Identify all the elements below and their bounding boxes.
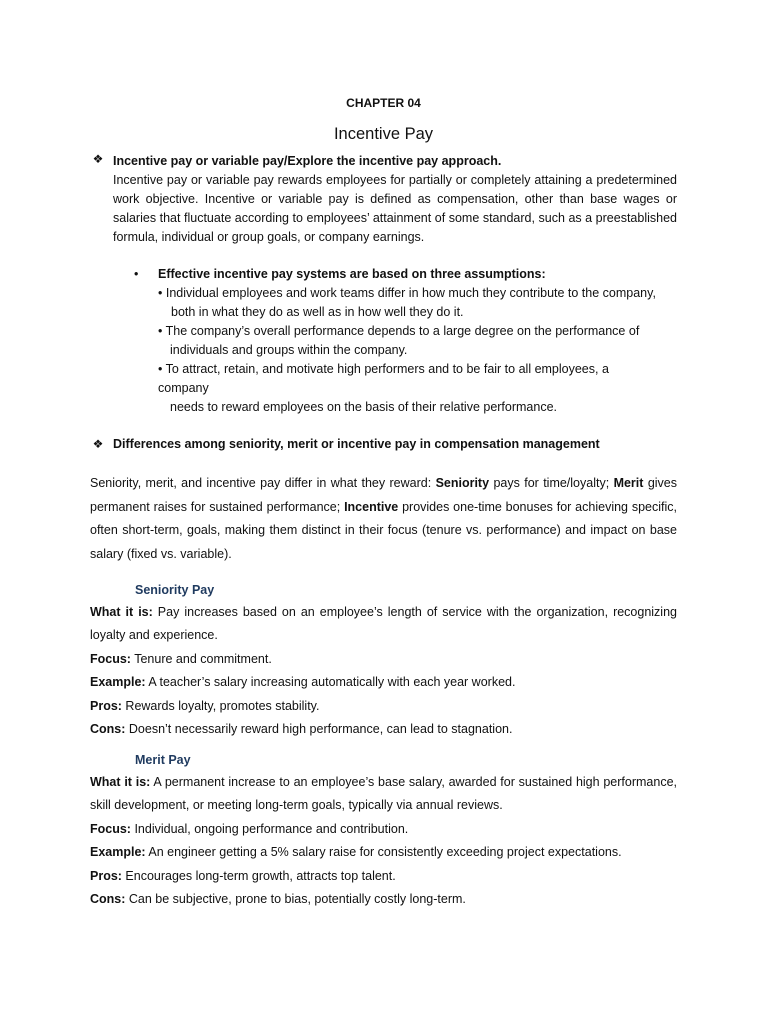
assumption-item-continued: individuals and groups within the company. (170, 343, 408, 357)
merit-focus (90, 818, 677, 842)
diamond-bullet-icon: ❖ (92, 152, 104, 166)
field-label: Pros: (90, 868, 122, 883)
field-value: Encourages long-term growth, attracts top talent. (121, 868, 396, 883)
field-value: Tenure and commitment. (130, 651, 272, 666)
document-body (90, 92, 677, 912)
field-label: Pros: (90, 698, 122, 713)
assumption-item: • The company’s overall performance depends to a large degree on the performance of (158, 324, 640, 338)
intro-text: pays for time/loyalty; (489, 476, 614, 490)
field-value: Can be subjective, prone to bias, potentially costly long-term. (125, 892, 466, 906)
field-value: Individual, ongoing performance and contribution. (130, 821, 409, 836)
intro-bold-term: Incentive (344, 499, 399, 514)
intro-bold-term: Seniority (435, 476, 490, 490)
field-label: What it is: (90, 774, 151, 789)
seniority-focus (90, 648, 677, 672)
field-value: A permanent increase to an employee’s base salary, awarded for sustained high performance, skill development, or meeting long-term goals, typically via annual reviews. (90, 774, 678, 812)
seniority-pros (90, 695, 677, 719)
section-heading: Differences among seniority, merit or incentive pay in compensation management (113, 437, 600, 451)
assumptions-list (134, 265, 677, 417)
field-label: Example: (90, 845, 146, 859)
assumption-item-continued: company (158, 381, 209, 395)
diamond-bullet-icon: ❖ (92, 437, 104, 451)
field-label: What it is: (90, 604, 153, 619)
seniority-example (90, 671, 677, 695)
intro-text: provides one-time bonuses for achieving specific, often short-term, goals, making them distinct in their focus (tenure vs. performance) and impact on base salary (fixed vs. variable). (90, 499, 677, 561)
field-label: Focus: (90, 821, 131, 836)
seniority-what (90, 601, 677, 648)
assumption-item-continued: both in what they do as well as in how well they do it. (171, 305, 464, 319)
assumptions-heading: Effective incentive pay systems are based on three assumptions: (158, 267, 546, 281)
bullet-dot-icon: • (134, 267, 139, 281)
merit-example (90, 841, 677, 865)
merit-pros (90, 865, 677, 889)
assumption-item: • To attract, retain, and motivate high performers and to be fair to all employees, a (158, 362, 609, 376)
assumption-item: • Individual employees and work teams differ in how much they contribute to the company, (158, 286, 656, 300)
section-differences (90, 435, 677, 454)
field-label: Example: (90, 675, 146, 689)
intro-bold-term: Merit (613, 476, 644, 490)
field-value: An engineer getting a 5% salary raise for consistently exceeding project expectations. (145, 845, 622, 859)
intro-text: gives permanent raises for sustained performance; (90, 476, 677, 514)
merit-pay-heading: Merit Pay (135, 752, 191, 767)
assumption-item-continued: needs to reward employees on the basis of their relative performance. (170, 400, 558, 414)
field-value: Rewards loyalty, promotes stability. (121, 698, 320, 713)
section-paragraph: Incentive pay or variable pay rewards employees for partially or completely attaining a predetermined work objective. Incentive or variable pay is defined as compensation, other than base wages or salaries that fluctuate according to employees’ attainment of some standard, such as a preestablished formula, individual or group goals, or company earnings. (113, 173, 677, 244)
section-incentive-pay (90, 152, 677, 247)
chapter-label: CHAPTER 04 (346, 96, 421, 110)
merit-what (90, 771, 677, 818)
merit-cons (90, 888, 677, 912)
page-title: Incentive Pay (333, 125, 434, 143)
field-label: Focus: (90, 651, 131, 666)
seniority-cons (90, 718, 677, 742)
field-label: Cons: (90, 892, 126, 906)
section-heading: Incentive pay or variable pay/Explore the incentive pay approach. (113, 154, 502, 168)
intro-text: Seniority, merit, and incentive pay differ in what they reward: (90, 476, 436, 490)
field-value: Doesn’t necessarily reward high performance, can lead to stagnation. (125, 722, 513, 736)
field-value: Pay increases based on an employee’s length of service with the organization, recognizing loyalty and experience. (90, 604, 677, 642)
intro-paragraph (90, 472, 677, 566)
field-value: A teacher’s salary increasing automatically with each year worked. (145, 675, 516, 689)
field-label: Cons: (90, 722, 126, 736)
seniority-pay-heading: Seniority Pay (135, 582, 215, 597)
